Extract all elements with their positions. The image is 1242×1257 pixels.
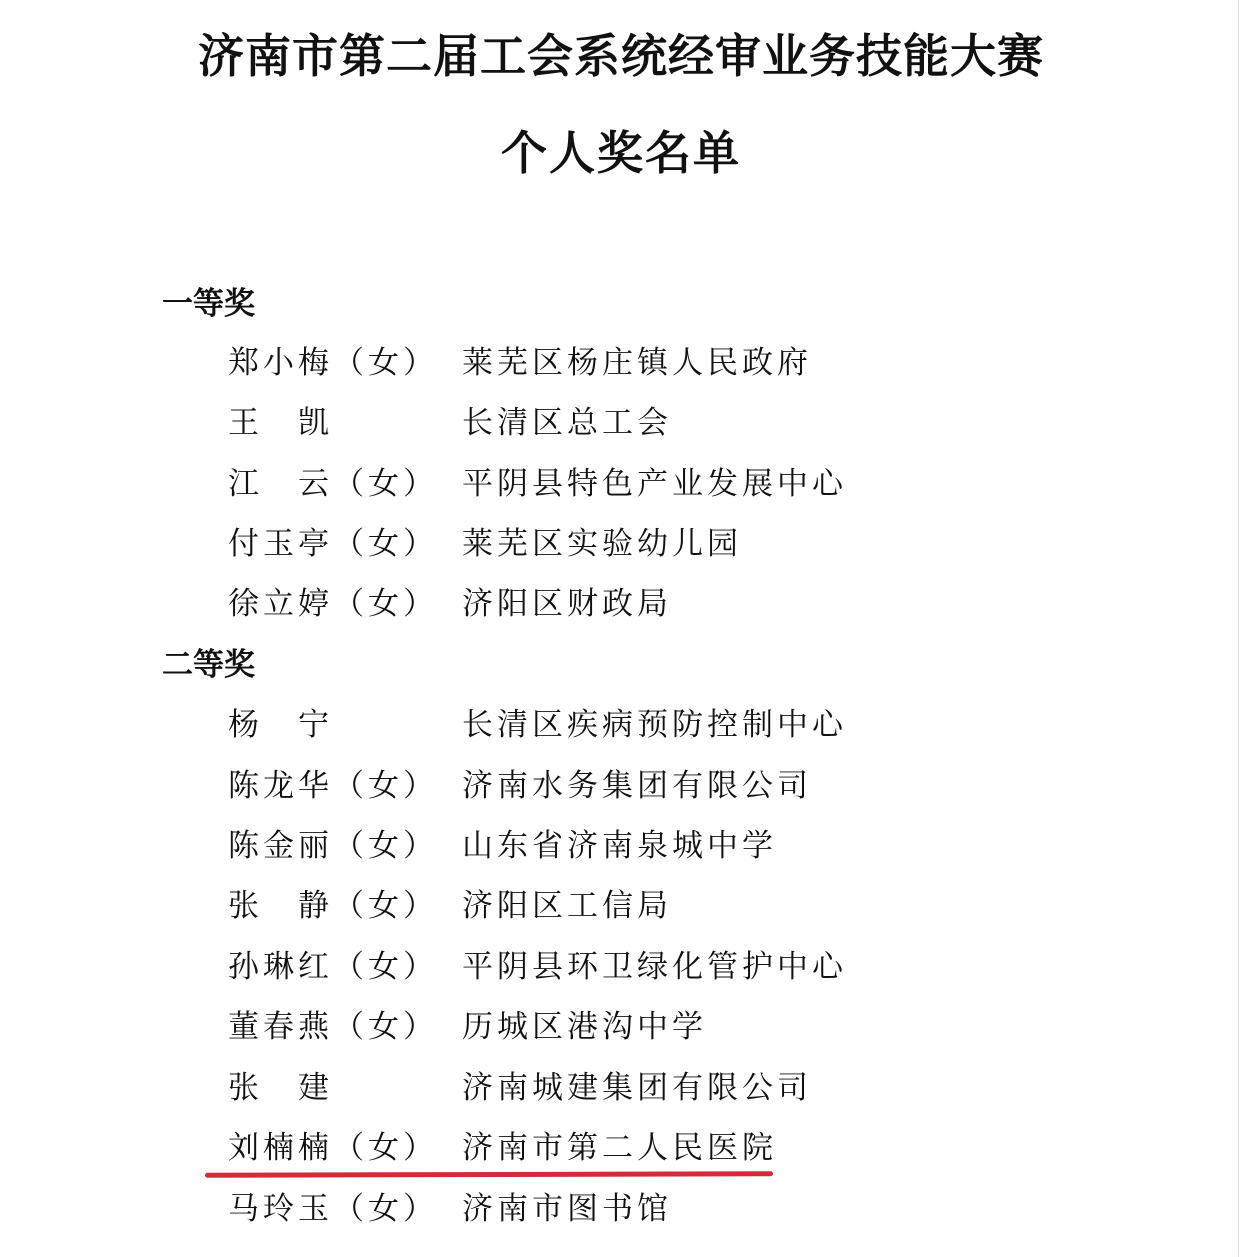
winner-organization: 济阳区工信局 xyxy=(462,888,672,924)
winner-organization: 山东省济南泉城中学 xyxy=(462,828,777,864)
winner-organization: 济南城建集团有限公司 xyxy=(462,1070,812,1106)
winner-name: 陈金丽（女） xyxy=(228,828,438,864)
list-item xyxy=(0,522,1242,566)
winner-organization: 历城区港沟中学 xyxy=(462,1009,707,1045)
list-item xyxy=(0,764,1242,808)
document-title: 济南市第二届工会系统经审业务技能大赛 xyxy=(198,29,1044,83)
winner-name: 杨 宁 xyxy=(228,707,333,743)
list-item xyxy=(0,824,1242,868)
list-item xyxy=(0,884,1242,928)
winner-name: 江 云（女） xyxy=(228,466,438,502)
winner-name: 刘楠楠（女） xyxy=(228,1130,438,1166)
list-item xyxy=(0,341,1242,385)
list-item xyxy=(0,1066,1242,1110)
winner-name: 马玲玉（女） xyxy=(228,1191,438,1227)
winner-name: 陈龙华（女） xyxy=(228,768,438,804)
list-item xyxy=(0,703,1242,747)
winner-name: 董春燕（女） xyxy=(228,1009,438,1045)
winner-organization: 长清区疾病预防控制中心 xyxy=(462,707,847,743)
winner-name: 孙琳红（女） xyxy=(228,949,438,985)
list-item xyxy=(0,462,1242,506)
list-item xyxy=(0,945,1242,989)
winner-name: 徐立婷（女） xyxy=(228,586,438,622)
list-item xyxy=(0,582,1242,626)
winner-name: 王 凯 xyxy=(228,405,333,441)
list-item-highlighted xyxy=(0,1126,1242,1170)
list-item xyxy=(0,1187,1242,1231)
list-item xyxy=(0,1005,1242,1049)
list-item xyxy=(0,401,1242,445)
red-highlight-underline xyxy=(205,1171,773,1177)
winner-organization: 济南市第二人民医院 xyxy=(462,1130,777,1166)
winner-organization: 莱芜区实验幼儿园 xyxy=(462,526,742,562)
winner-organization: 长清区总工会 xyxy=(462,405,672,441)
winner-organization: 济南水务集团有限公司 xyxy=(462,768,812,804)
section-heading-first-prize: 一等奖 xyxy=(162,286,255,322)
section-heading-second-prize: 二等奖 xyxy=(162,647,255,683)
winner-organization: 莱芜区杨庄镇人民政府 xyxy=(462,345,812,381)
winner-organization: 平阴县环卫绿化管护中心 xyxy=(462,949,847,985)
winner-name: 张 建 xyxy=(228,1070,333,1106)
winner-name: 付玉亭（女） xyxy=(228,526,438,562)
winner-name: 郑小梅（女） xyxy=(228,345,438,381)
winner-organization: 济阳区财政局 xyxy=(462,586,672,622)
winner-name: 张 静（女） xyxy=(228,888,438,924)
winner-organization: 济南市图书馆 xyxy=(462,1191,672,1227)
document-subtitle: 个人奖名单 xyxy=(501,126,741,180)
winner-organization: 平阴县特色产业发展中心 xyxy=(462,466,847,502)
